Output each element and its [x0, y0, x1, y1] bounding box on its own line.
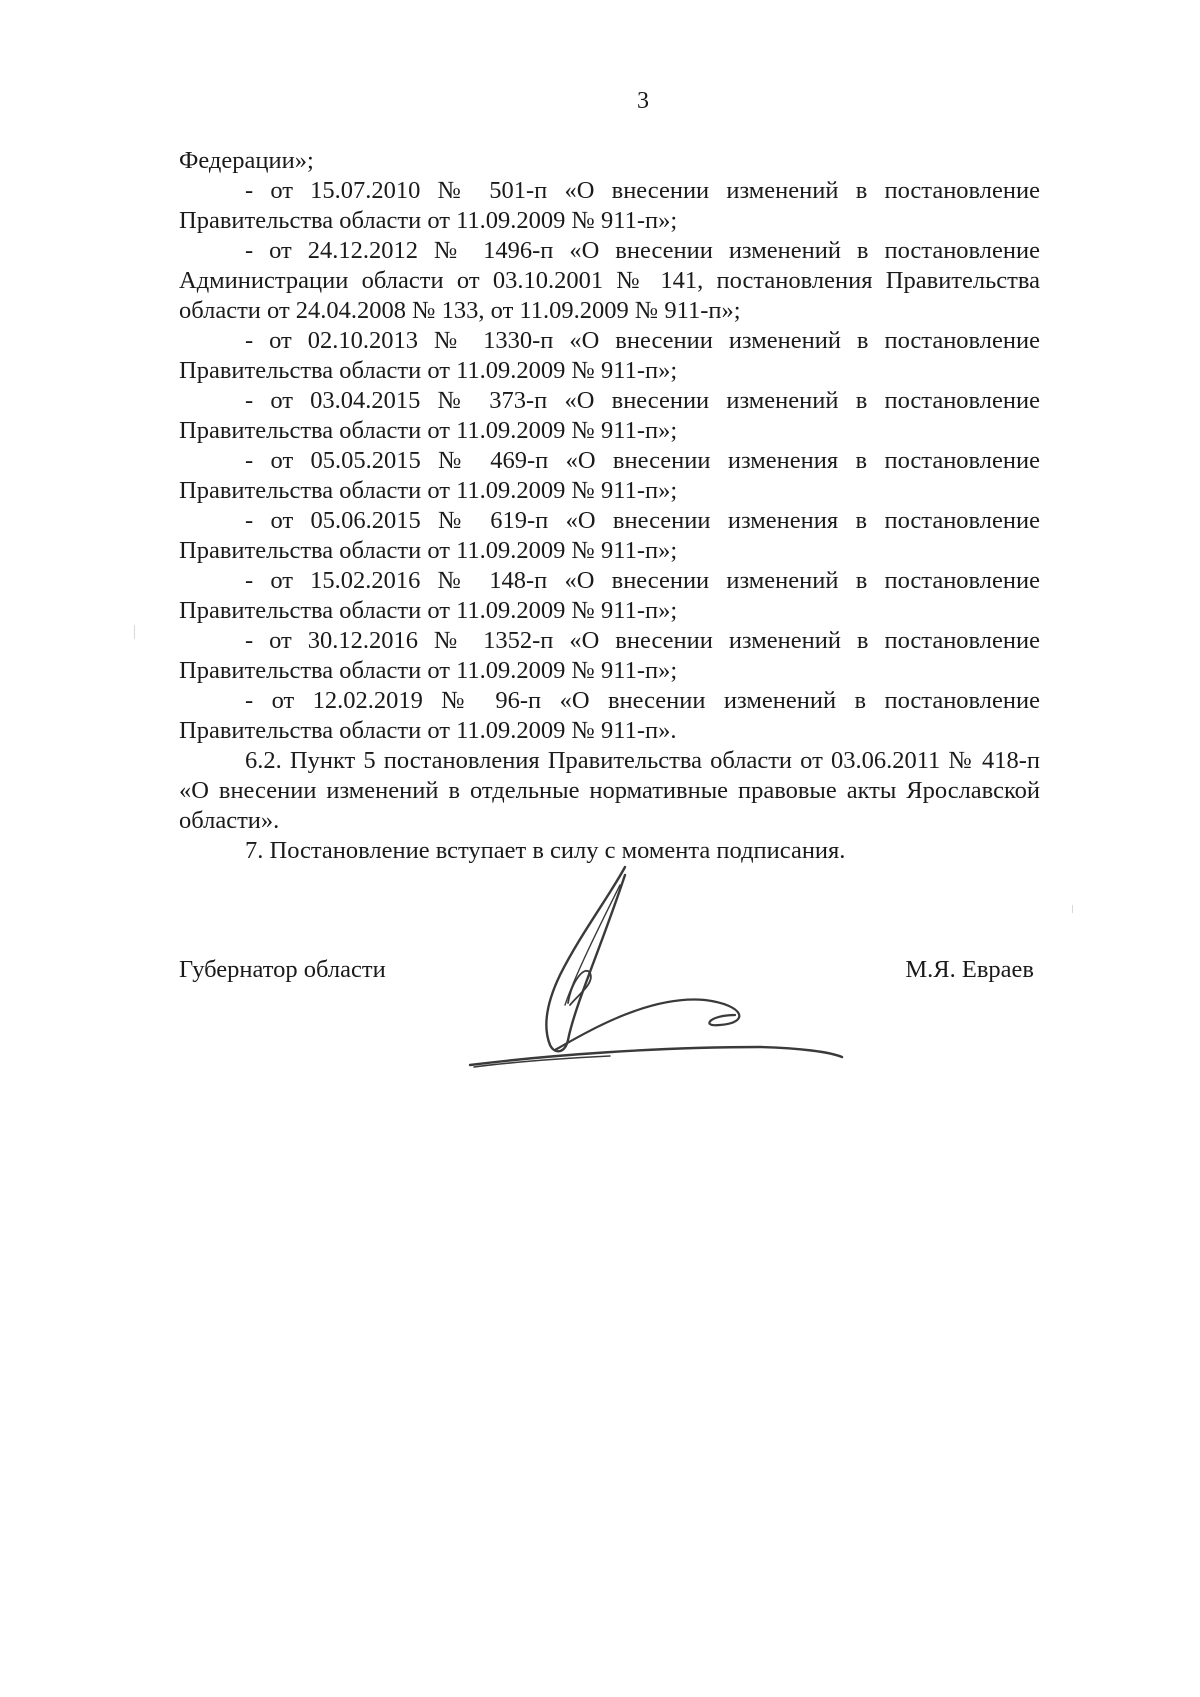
list-item-resolution: - от 03.04.2015 № 373-п «О внесении изменений в постановление Правительства области от 11.09.2009 № 911-п»;	[179, 387, 1040, 444]
clause-6-2: 6.2. Пункт 5 постановления Правительства области от 03.06.2011 № 418-п «О внесении изменений в отдельные нормативные правовые акты Ярославской области».	[179, 747, 1040, 834]
document-body	[179, 146, 1040, 866]
signature-block	[179, 955, 1034, 995]
list-item-resolution: - от 12.02.2019 № 96-п «О внесении изменений в постановление Правительства области от 11.09.2009 № 911-п».	[179, 687, 1040, 744]
list-item-resolution: - от 05.05.2015 № 469-п «О внесении изменения в постановление Правительства области от 11.09.2009 № 911-п»;	[179, 447, 1040, 504]
scan-mark	[1072, 905, 1073, 913]
list-item-resolution: - от 05.06.2015 № 619-п «О внесении изменения в постановление Правительства области от 11.09.2009 № 911-п»;	[179, 507, 1040, 564]
list-item-resolution: - от 02.10.2013 № 1330-п «О внесении изменений в постановление Правительства области от 11.09.2009 № 911-п»;	[179, 327, 1040, 384]
paragraph-continuation: Федерации»;	[179, 147, 314, 174]
scan-mark	[134, 625, 135, 639]
list-item-resolution: - от 15.07.2010 № 501-п «О внесении изменений в постановление Правительства области от 11.09.2009 № 911-п»;	[179, 177, 1040, 234]
list-item-resolution: - от 15.02.2016 № 148-п «О внесении изменений в постановление Правительства области от 11.09.2009 № 911-п»;	[179, 567, 1040, 624]
signatory-title: Губернатор области	[179, 956, 386, 983]
page-number: 3	[637, 88, 649, 114]
list-item-resolution: - от 30.12.2016 № 1352-п «О внесении изменений в постановление Правительства области от 11.09.2009 № 911-п»;	[179, 627, 1040, 684]
clause-7: 7. Постановление вступает в силу с момента подписания.	[245, 837, 846, 864]
signatory-name: М.Я. Евраев	[905, 956, 1034, 983]
list-item-resolution: - от 24.12.2012 № 1496-п «О внесении изменений в постановление Администрации области от 03.10.2001 № 141, постановления Правительства области от 24.04.2008 № 133, от 11.09.2009 № 911-п»;	[179, 237, 1040, 324]
